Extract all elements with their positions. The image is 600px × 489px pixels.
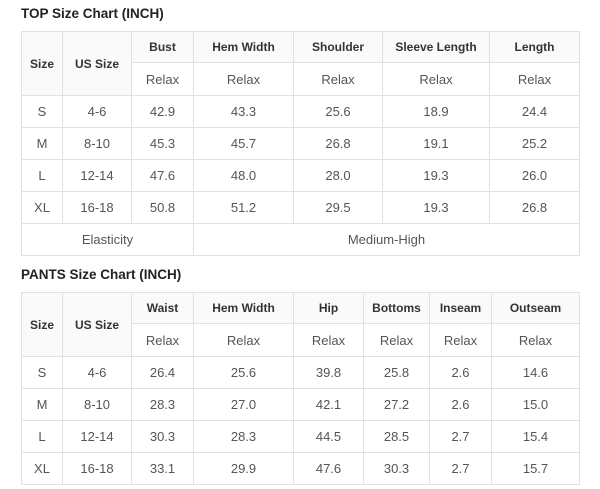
top-fit-bust: Relax [132, 63, 194, 96]
data-cell: 25.8 [364, 357, 430, 389]
data-cell: 15.4 [492, 421, 580, 453]
pants-header-hem-width: Hem Width [194, 293, 294, 324]
pants-header-hip: Hip [294, 293, 364, 324]
data-cell: 15.7 [492, 453, 580, 485]
data-cell: 28.0 [294, 160, 383, 192]
data-cell: 27.0 [194, 389, 294, 421]
data-cell: 27.2 [364, 389, 430, 421]
size-cell: XL [22, 453, 63, 485]
pants-size-chart-table [21, 292, 580, 485]
data-cell: 25.2 [490, 128, 580, 160]
size-cell: S [22, 96, 63, 128]
pants-fit-bottoms: Relax [364, 324, 430, 357]
data-cell: 28.5 [364, 421, 430, 453]
top-chart-title: TOP Size Chart (INCH) [21, 6, 164, 21]
pants-us-size-header-cell: US Size [63, 293, 132, 357]
data-cell: 51.2 [194, 192, 294, 224]
data-cell: 47.6 [294, 453, 364, 485]
data-cell: 14.6 [492, 357, 580, 389]
data-cell: 2.6 [430, 357, 492, 389]
data-cell: 15.0 [492, 389, 580, 421]
data-cell: 25.6 [194, 357, 294, 389]
pants-header-outseam: Outseam [492, 293, 580, 324]
data-cell: 42.1 [294, 389, 364, 421]
top-row-xl [22, 192, 580, 224]
size-cell: L [22, 160, 63, 192]
data-cell: 2.7 [430, 421, 492, 453]
us-size-cell: 16-18 [63, 192, 132, 224]
size-cell: M [22, 389, 63, 421]
pants-header-waist: Waist [132, 293, 194, 324]
pants-fit-outseam: Relax [492, 324, 580, 357]
us-size-cell: 4-6 [63, 357, 132, 389]
data-cell: 26.4 [132, 357, 194, 389]
pants-row-xl [22, 453, 580, 485]
top-header-sleeve-length: Sleeve Length [383, 32, 490, 63]
top-header-shoulder: Shoulder [294, 32, 383, 63]
elasticity-label: Elasticity [22, 224, 194, 256]
data-cell: 18.9 [383, 96, 490, 128]
size-cell: S [22, 357, 63, 389]
pants-row-l [22, 421, 580, 453]
us-size-cell: 8-10 [63, 128, 132, 160]
pants-header-inseam: Inseam [430, 293, 492, 324]
pants-fit-hip: Relax [294, 324, 364, 357]
us-size-cell: 8-10 [63, 389, 132, 421]
pants-fit-hem-width: Relax [194, 324, 294, 357]
pants-size-header-cell: Size [22, 293, 63, 357]
pants-row-s [22, 357, 580, 389]
data-cell: 47.6 [132, 160, 194, 192]
data-cell: 45.3 [132, 128, 194, 160]
data-cell: 29.9 [194, 453, 294, 485]
size-cell: XL [22, 192, 63, 224]
us-size-cell: 16-18 [63, 453, 132, 485]
top-row-m [22, 128, 580, 160]
size-cell: L [22, 421, 63, 453]
data-cell: 19.3 [383, 192, 490, 224]
data-cell: 42.9 [132, 96, 194, 128]
top-row-l [22, 160, 580, 192]
top-us-size-header-cell: US Size [63, 32, 132, 96]
top-header-hem-width: Hem Width [194, 32, 294, 63]
top-size-chart-table [21, 31, 580, 256]
data-cell: 33.1 [132, 453, 194, 485]
pants-header-row [22, 293, 580, 324]
data-cell: 19.3 [383, 160, 490, 192]
pants-header-bottoms: Bottoms [364, 293, 430, 324]
data-cell: 2.6 [430, 389, 492, 421]
data-cell: 26.8 [490, 192, 580, 224]
data-cell: 28.3 [194, 421, 294, 453]
top-size-header-cell: Size [22, 32, 63, 96]
data-cell: 30.3 [132, 421, 194, 453]
data-cell: 19.1 [383, 128, 490, 160]
pants-chart-title: PANTS Size Chart (INCH) [21, 267, 182, 282]
pants-fit-inseam: Relax [430, 324, 492, 357]
top-fit-length: Relax [490, 63, 580, 96]
us-size-cell: 4-6 [63, 96, 132, 128]
data-cell: 2.7 [430, 453, 492, 485]
us-size-cell: 12-14 [63, 421, 132, 453]
data-cell: 30.3 [364, 453, 430, 485]
us-size-cell: 12-14 [63, 160, 132, 192]
data-cell: 43.3 [194, 96, 294, 128]
top-header-row [22, 32, 580, 63]
elasticity-value: Medium-High [194, 224, 580, 256]
top-fit-hem-width: Relax [194, 63, 294, 96]
top-header-bust: Bust [132, 32, 194, 63]
top-fit-shoulder: Relax [294, 63, 383, 96]
data-cell: 29.5 [294, 192, 383, 224]
pants-fit-waist: Relax [132, 324, 194, 357]
top-row-s [22, 96, 580, 128]
data-cell: 26.8 [294, 128, 383, 160]
data-cell: 44.5 [294, 421, 364, 453]
top-fit-sleeve-length: Relax [383, 63, 490, 96]
top-elasticity-row [22, 224, 580, 256]
pants-row-m [22, 389, 580, 421]
data-cell: 45.7 [194, 128, 294, 160]
data-cell: 24.4 [490, 96, 580, 128]
size-cell: M [22, 128, 63, 160]
data-cell: 26.0 [490, 160, 580, 192]
top-header-length: Length [490, 32, 580, 63]
data-cell: 25.6 [294, 96, 383, 128]
data-cell: 50.8 [132, 192, 194, 224]
data-cell: 48.0 [194, 160, 294, 192]
data-cell: 28.3 [132, 389, 194, 421]
data-cell: 39.8 [294, 357, 364, 389]
